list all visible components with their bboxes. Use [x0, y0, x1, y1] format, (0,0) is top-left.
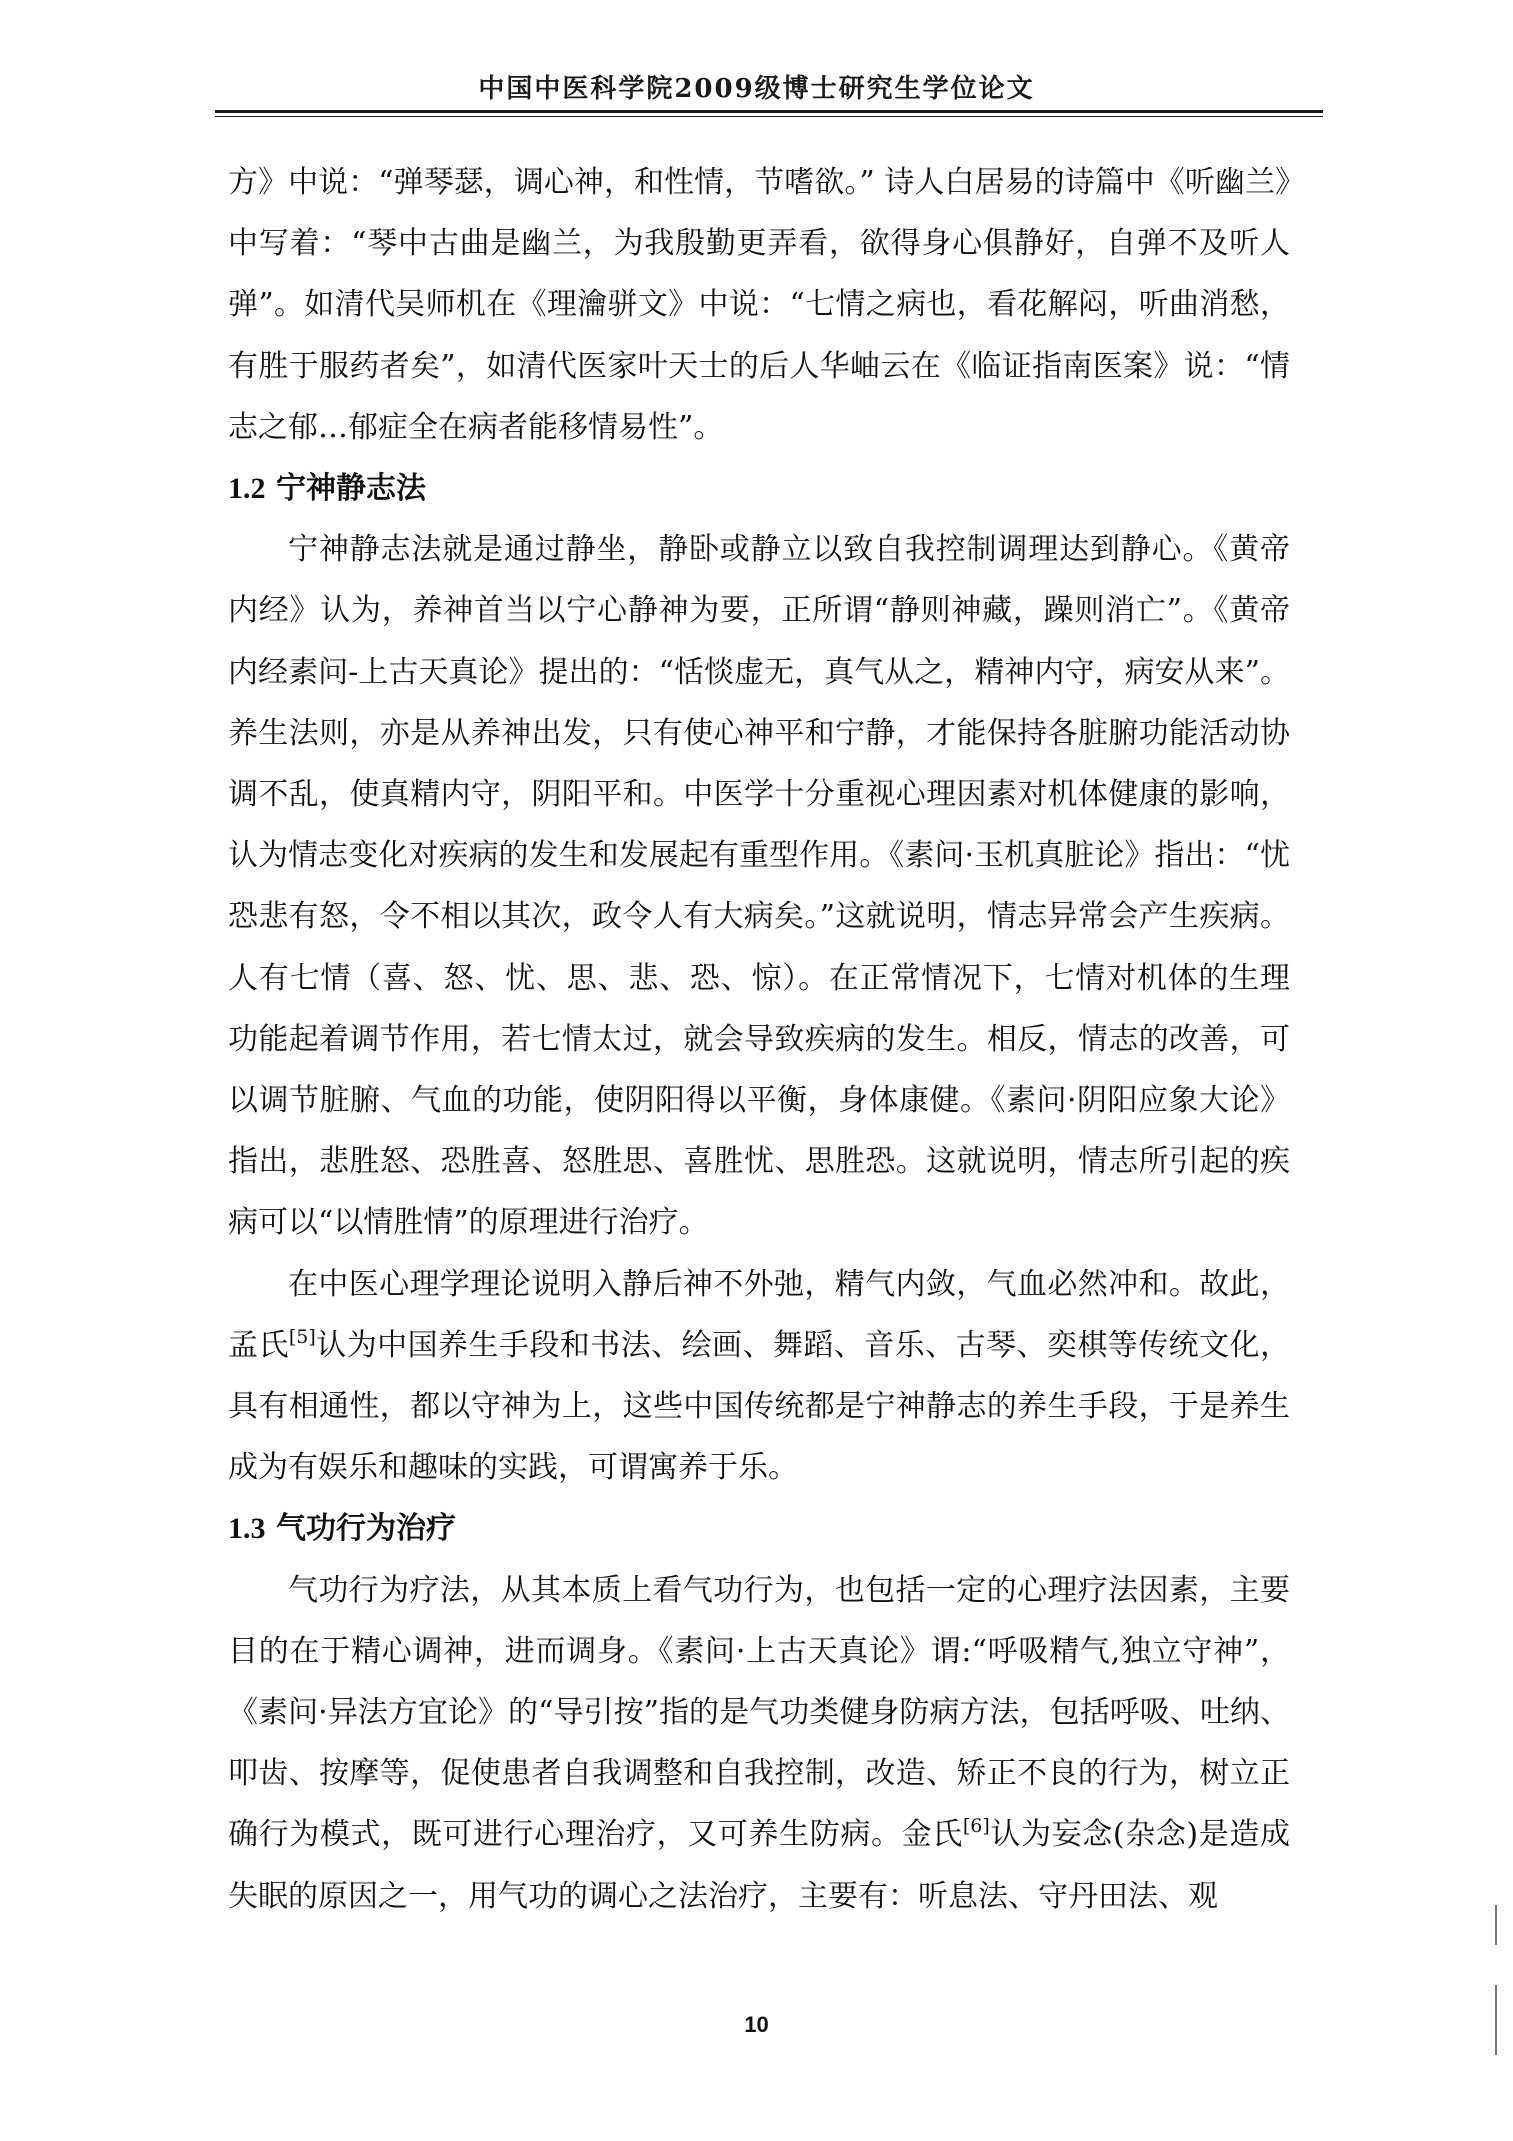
section-number: 1.2 [228, 472, 266, 506]
paragraph [228, 1560, 1290, 1927]
scan-artifact [1495, 1905, 1497, 1945]
page-number: 10 [744, 2012, 769, 2037]
section-title: 气功行为治疗 [275, 1511, 456, 1547]
paragraph-text: 在中医心理学理论说明入静后神不外弛，精气内敛，气血必然冲和。故此，孟氏 [228, 1266, 1290, 1363]
paragraph [228, 1254, 1290, 1499]
section-title: 宁神静志法 [275, 471, 426, 507]
running-header: 中国中医科学院2009级博士研究生学位论文 [478, 74, 1035, 104]
paragraph-text: 认为中国养生手段和书法、绘画、舞蹈、音乐、古琴、奕棋等传统文化，具有相通性，都以守神为上，这些中国传统都是宁神静志的养生手段，于是养生成为有娱乐和趣味的实践，可谓寓养于乐。 [228, 1327, 1291, 1486]
paragraph: 宁神静志法就是通过静坐，静卧或静立以致自我控制调理达到静心。《黄帝内经》认为，养神首当以宁心静神为要，正所谓“静则神藏，躁则消亡”。《黄帝内经素问-上古天真论》提出的：“恬惔虚无，真气从之，精神内守，病安从来”。养生法则，亦是从养神出发，只有使心神平和宁静，才能保持各脏腑功能活动协调不乱，使真精内守，阴阳平和。中医学十分重视心理因素对机体健康的影响，认为情志变化对疾病的发生和发展起有重型作用。《素问·玉机真脏论》指出：“忧恐悲有怒，令不相以其次，政令人有大病矣。”这就说明，情志异常会产生疾病。人有七情（喜、怒、忧、思、悲、恐、惊）。在正常情况下，七情对机体的生理功能起着调节作用，若七情太过，就会导致疾病的发生。相反，情志的改善，可以调节脏腑、气血的功能，使阴阳得以平衡，身体康健。《素问·阴阳应象大论》指出，悲胜怒、恐胜喜、怒胜思、喜胜忧、思胜恐。这就说明，情志所引起的疾病可以“以情胜情”的原理进行治疗。 [228, 532, 1290, 1241]
header-rule-thin [215, 116, 1323, 117]
section-heading-1-2 [228, 458, 1290, 519]
paragraph-text: 认为妄念(杂念)是造成失眠的原因之一，用气功的调心之法治疗，主要有：听息法、守丹田法、观 [228, 1817, 1290, 1914]
paragraph-continuation: 方》中说：“弹琴瑟，调心神，和性情，节嗜欲。” 诗人白居易的诗篇中《听幽兰》中写着：“琴中古曲是幽兰，为我殷勤更弄看，欲得身心俱静好，自弹不及听人弹”。如清代吴师机在《理瀹骈文》中说：“七情之病也，看花解闷，听曲消愁，有胜于服药者矣”，如清代医家叶天士的后人华岫云在《临证指南医案》说：“情志之郁…郁症全在病者能移情易性”。 [228, 165, 1290, 445]
body-text [228, 152, 1290, 1927]
section-heading-1-3 [228, 1498, 1290, 1559]
citation-ref: [5] [288, 1325, 316, 1348]
paragraph-text: 气功行为疗法，从其本质上看气功行为，也包括一定的心理疗法因素，主要目的在于精心调神，进而调身。《素问·上古天真论》谓:“呼吸精气,独立守神”，《素问·异法方宜论》的“导引按”指的是气功类健身防病方法，包括呼吸、吐纳、叩齿、按摩等，促使患者自我调整和自我控制，改造、矫正不良的行为，树立正确行为模式，既可进行心理治疗，又可养生防病。金氏 [228, 1572, 1290, 1853]
section-number: 1.3 [228, 1512, 266, 1546]
scan-artifact [1495, 1985, 1497, 2055]
header-rule [215, 110, 1323, 113]
citation-ref: [6] [962, 1815, 990, 1838]
